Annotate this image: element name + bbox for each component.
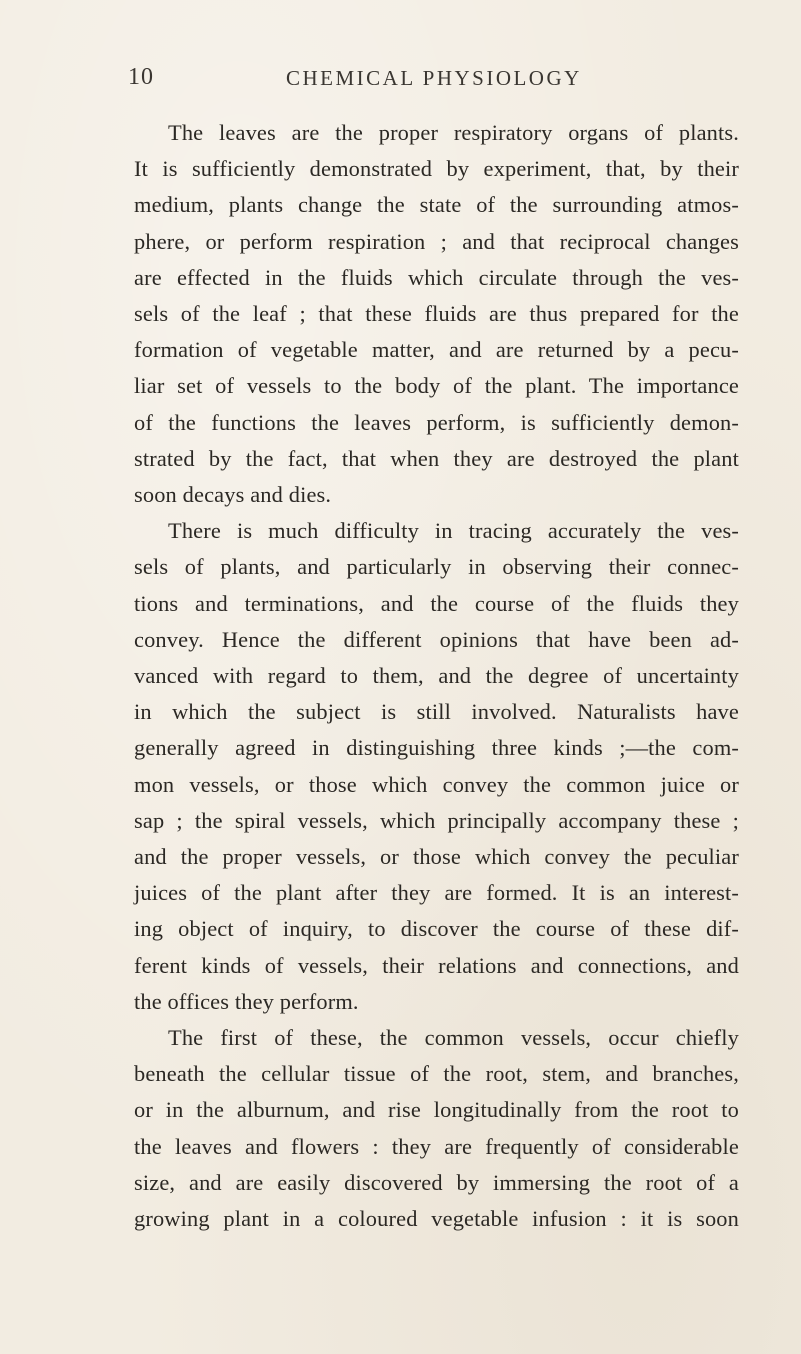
text-line: sap ; the spiral vessels, which principally accompany these ; [134,807,739,833]
text-line: ferent kinds of vessels, their relations and connections, and [134,952,739,978]
text-line: vanced with regard to them, and the degree of uncertainty [134,663,739,689]
text-line: or in the alburnum, and rise longitudinally from the root to [134,1097,739,1123]
text-line: generally agreed in distinguishing three kinds ;—the com- [134,735,739,761]
body-text [134,115,739,1237]
text-line: juices of the plant after they are formed. It is an interest- [134,880,739,906]
text-line: tions and terminations, and the course of the fluids they [134,590,739,616]
text-line: strated by the fact, that when they are destroyed the plant [134,445,739,471]
text-line: mon vessels, or those which convey the common juice or [134,771,739,797]
text-line: There is much difficulty in tracing accurately the ves- [168,518,739,544]
text-line: The first of these, the common vessels, occur chiefly [168,1025,739,1051]
text-line: sels of plants, and particularly in observing their connec- [134,554,739,580]
text-line: and the proper vessels, or those which convey the peculiar [134,844,739,870]
paragraph [134,115,739,513]
text-line: phere, or perform respiration ; and that reciprocal changes [134,228,739,254]
text-line: medium, plants change the state of the surrounding atmos- [134,192,739,218]
text-line: the leaves and flowers : they are frequently of considerable [134,1133,739,1159]
text-line: of the functions the leaves perform, is sufficiently demon- [134,409,739,435]
running-head [128,64,728,94]
text-line: growing plant in a coloured vegetable infusion : it is soon [134,1206,739,1232]
text-line: formation of vegetable matter, and are returned by a pecu- [134,337,739,363]
page-number: 10 [128,64,154,90]
text-line: beneath the cellular tissue of the root, stem, and branches, [134,1061,739,1087]
text-line: liar set of vessels to the body of the plant. The importance [134,373,739,399]
paragraph [134,513,739,1020]
text-line: The leaves are the proper respiratory organs of plants. [168,120,739,145]
text-line: size, and are easily discovered by immersing the root of a [134,1169,739,1195]
text-line: ing object of inquiry, to discover the course of these dif- [134,916,739,942]
text-line: soon decays and dies. [134,482,332,508]
paragraph [134,1020,739,1237]
text-line: are effected in the fluids which circulate through the ves- [134,264,739,290]
running-head-title: CHEMICAL PHYSIOLOGY [286,66,582,90]
text-line: sels of the leaf ; that these fluids are thus prepared for the [134,301,739,327]
text-line: in which the subject is still involved. Naturalists have [134,699,739,725]
text-line: It is sufficiently demonstrated by experiment, that, by their [134,156,739,182]
text-line: the offices they perform. [134,988,359,1014]
text-line: convey. Hence the different opinions that have been ad- [134,626,739,652]
